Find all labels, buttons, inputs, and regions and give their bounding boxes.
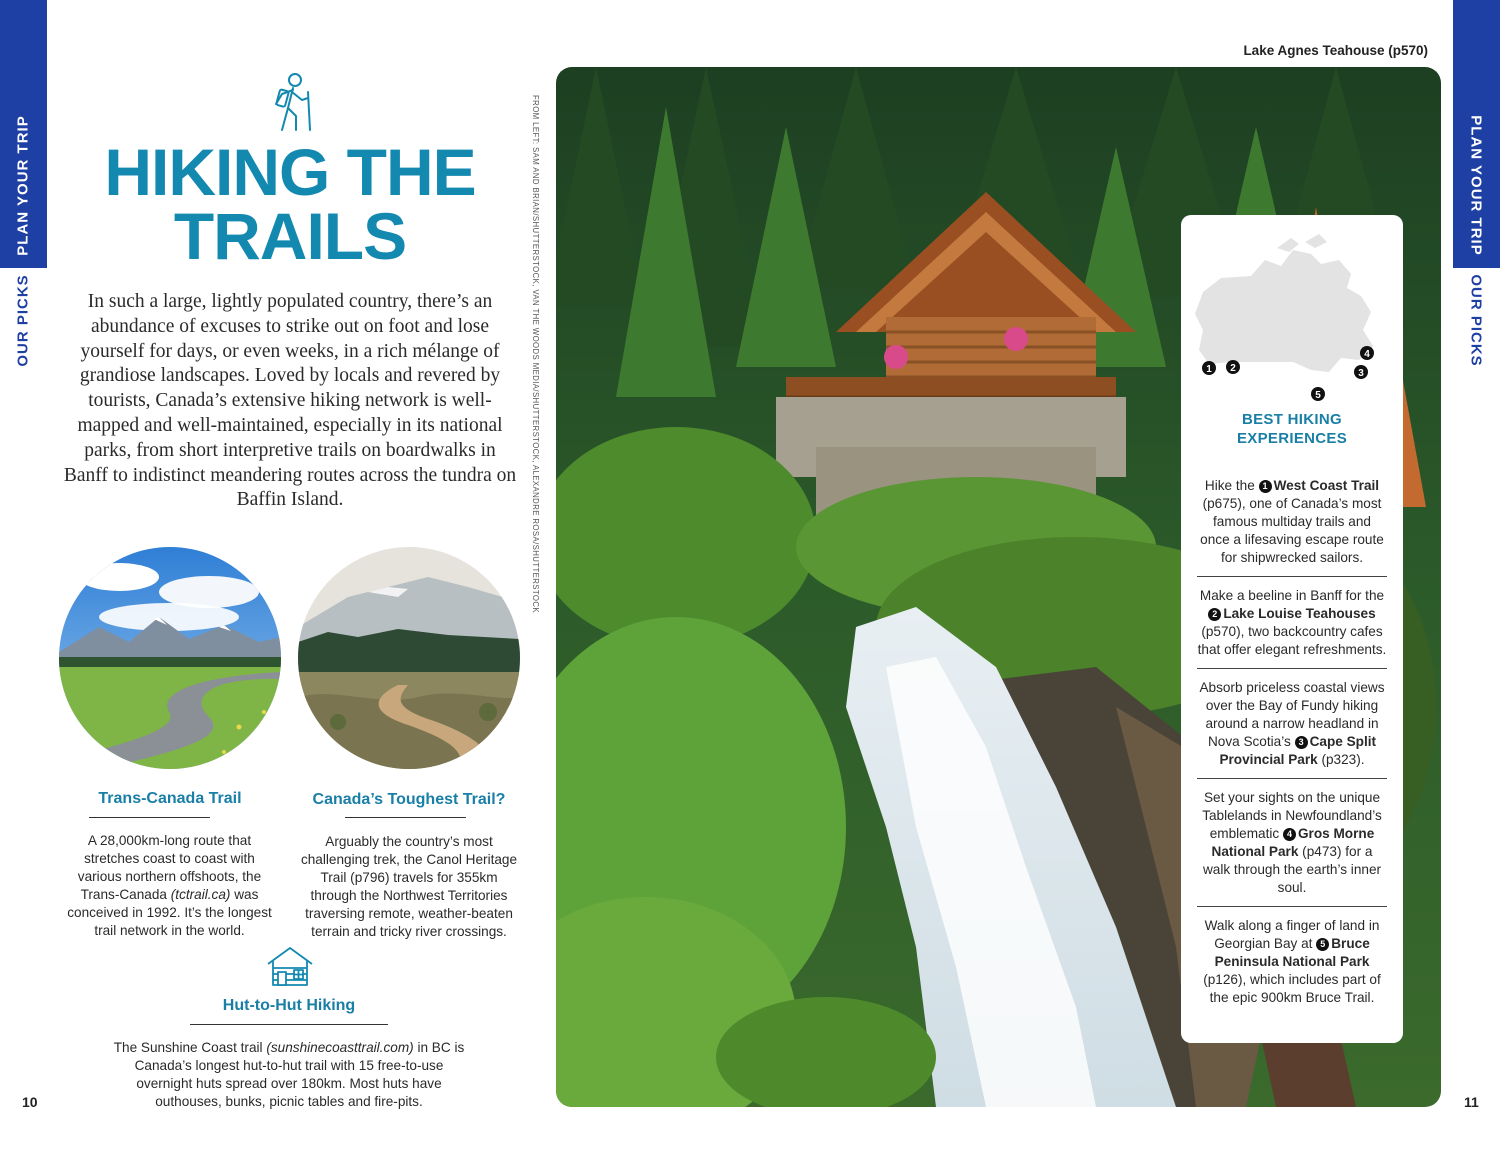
photo-credit: FROM LEFT: SAM AND BRIAN/SHUTTERSTOCK, VAN THE WOODS MEDIA/SHUTTERSTOCK, ALEXANDRE ROSA/SHUTTERSTOCK	[531, 95, 540, 613]
photo-caption: Lake Agnes Teahouse (p570)	[1243, 43, 1428, 58]
right-tab-plan-label: PLAN YOUR TRIP	[1468, 114, 1485, 256]
svg-text:4: 4	[1364, 349, 1370, 360]
hut-to-hut-heading: Hut-to-Hut Hiking	[222, 997, 356, 1014]
intro-paragraph: In such a large, lightly populated country, there’s an abundance of excuses to strike out on foot and lose yourself for days, or even weeks, in a rich mélange of grandiose landscapes. Loved by locals and revered by tourists, Canada’s extensive hiking network is well-mapped and well-maintained, especially in its national parks, from short interpretive trails on boardwalks in Banff to indistinct meandering routes across the tundra on Baffin Island.	[63, 291, 517, 511]
sidebar-item-lake-louise: Make a beeline in Banff for the 2 Lake Louise Teahouses (p570), two backcountry cafes that offer elegant refreshments.	[1197, 577, 1387, 669]
sidebar-item-cape-split: Absorb priceless coastal views over the Bay of Fundy hiking around a narrow headland in Nova Scotia’s 3 Cape Split Provincial Park (p323).	[1197, 669, 1387, 779]
hut-to-hut-body: The Sunshine Coast trail (sunshinecoasttrail.com) in BC is Canada’s longest hut-to-hut trail with 15 free-to-use overnight huts spread over 180km. Most huts have outhouses, bunks, picnic tables and fire-pits.	[113, 1040, 465, 1109]
map-marker-3	[1354, 365, 1368, 379]
svg-text:3: 3	[1358, 368, 1364, 379]
right-tab-picks-label: OUR PICKS	[1468, 273, 1485, 367]
page-title-line-1: HIKING THE	[104, 135, 476, 209]
left-tab-picks-label: OUR PICKS	[15, 273, 32, 367]
page-number-left: 10	[22, 1094, 38, 1110]
trans-canada-rule	[89, 817, 210, 818]
page-title-line-2: TRAILS	[173, 199, 407, 273]
map-marker-5	[1311, 387, 1325, 401]
sidebar-heading	[1181, 410, 1403, 448]
hiker-icon	[266, 72, 316, 134]
toughest-trail-rule	[345, 817, 466, 818]
sidebar-item-west-coast-trail: Hike the 1 West Coast Trail (p675), one of Canada’s most famous multiday trails and once a lifesaving escape route for shipwrecked sailors.	[1197, 467, 1387, 577]
number-badge-2: 2	[1208, 608, 1221, 621]
cabin-icon	[265, 944, 315, 988]
sidebar-item-bruce-peninsula: Walk along a finger of land in Georgian Bay at 5 Bruce Peninsula National Park (p126), which includes part of the epic 900km Bruce Trail.	[1203, 918, 1381, 1005]
sidebar-list	[1197, 467, 1387, 1016]
canol-trail-photo	[298, 547, 520, 769]
svg-text:1: 1	[1206, 364, 1212, 375]
hut-to-hut-rule	[190, 1024, 388, 1025]
number-badge-3: 3	[1295, 736, 1308, 749]
number-badge-4: 4	[1283, 828, 1296, 841]
page-title	[60, 135, 520, 273]
left-tab-plan-label: PLAN YOUR TRIP	[15, 114, 32, 256]
canada-map	[1181, 230, 1403, 405]
svg-text:5: 5	[1315, 390, 1321, 401]
map-marker-4	[1360, 346, 1374, 360]
toughest-trail-body: Arguably the country’s most challenging trek, the Canol Heritage Trail (p796) travels for 355km through the Northwest Territories traversing remote, weather-beaten terrain and tricky river crossings.	[300, 834, 518, 939]
number-badge-5: 5	[1316, 938, 1329, 951]
trans-canada-photo	[59, 547, 281, 769]
sidebar-heading-line-2: EXPERIENCES	[1237, 430, 1347, 447]
page-number-right: 11	[1464, 1094, 1479, 1110]
toughest-trail-heading: Canada’s Toughest Trail?	[312, 791, 506, 808]
best-hiking-sidebar	[1181, 215, 1403, 1043]
sidebar-item-gros-morne: Set your sights on the unique Tablelands in Newfoundland’s emblematic 4 Gros Morne National Park (p473) for a walk through the earth’s inner soul.	[1197, 779, 1387, 907]
trans-canada-body: A 28,000km-long route that stretches coast to coast with various northern offshoots, the Trans-Canada (tctrail.ca) was conceived in 1992. It’s the longest trail network in the world.	[67, 833, 272, 938]
map-marker-2	[1226, 360, 1240, 374]
number-badge-1: 1	[1259, 480, 1272, 493]
trans-canada-heading: Trans-Canada Trail	[98, 790, 242, 807]
svg-text:2: 2	[1230, 363, 1236, 374]
map-marker-1	[1202, 361, 1216, 375]
sidebar-heading-line-1: BEST HIKING	[1242, 411, 1342, 428]
